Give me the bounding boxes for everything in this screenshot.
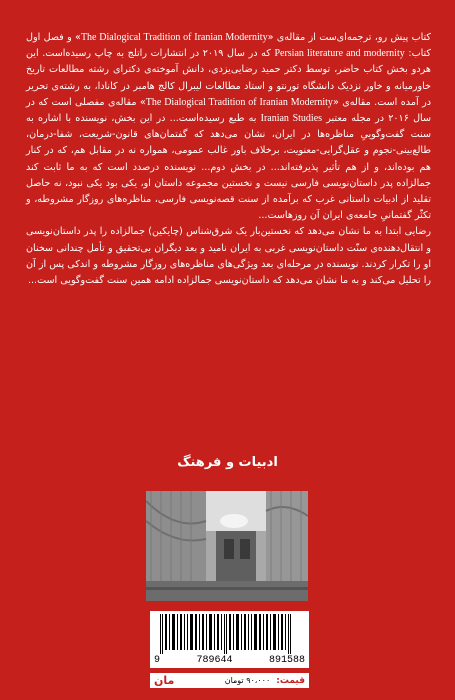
english-title-ref: Persian literature and modernity — [274, 48, 405, 60]
english-title-ref: The Dialogical Tradition of Iranian Modernity — [145, 96, 333, 108]
price-label: قیمت: — [276, 675, 305, 686]
barcode-digit-group: 891588 — [268, 655, 305, 666]
blurb-text-segment: کتاب پیش رو، ترجمه‌ای‌ست از مقاله‌ی « — [267, 32, 432, 43]
cover-photo — [146, 491, 308, 601]
series-label: ادبیات و فرهنگ — [177, 455, 278, 470]
isbn-barcode — [150, 611, 309, 668]
price-strip — [150, 673, 309, 688]
publisher-logo: مان — [154, 674, 175, 687]
barcode-digit-group: 789644 — [196, 655, 233, 666]
blurb-text-segment: » مقاله‌ی مفصلی است که در سال ۲۰۱۶ در مجله معتبر — [26, 96, 432, 125]
barcode-digits — [150, 655, 309, 666]
blurb-text-segment: که در سال ۲۰۱۹ در انتشارات راتلج به چاپ رسیده‌است. این هردو بخش کتاب حاضر، توسط دکتر حمید رضایی‌یزدی، دانش آموخته‌ی دکترای رشته مطالعات تاریخ خاورمیانه و خاور نزدیک دانشگاه تورنتو و استاد مطالعات لیبرال کالج هامبر در کانادا، به رشته‌ی تحریر در آمده است. مقاله‌ی « — [26, 48, 431, 108]
english-journal-ref: Iranian Studies — [260, 113, 323, 125]
blurb-paragraph-2: رضایی ابتدا به ما نشان می‌دهد که نخستین‌بار یک شرق‌شناس (چایکین) جمالزاده را پدر داستان‌نویسی و انتقال‌دهنده‌ی سنّت داستان‌نویسی غربی به ایران نامید و بعد دیگران بی‌تحقیق و تأمل چندانی سخنان او را تکرار کردند. نویسنده در مرحله‌ای بعد ویژگی‌های مناظره‌های روزگار مشروطه و اندکی پس از آن را تحلیل می‌کند و به ما نشان می‌دهد که داستان‌نویسی جمالزاده ادامه همین سنت گفت‌وگویی است... — [26, 226, 431, 287]
english-title-ref: The Dialogical Tradition of Iranian Modernity — [80, 32, 268, 43]
price-amount: ۹۰،۰۰۰ تومان — [224, 676, 271, 685]
blurb-paragraph-1 — [26, 30, 431, 224]
blurb-text — [26, 30, 431, 289]
barcode-bars — [150, 611, 309, 655]
barcode-digit-first: 9 — [154, 655, 161, 666]
blurb-text-segment: به طبع رسیده‌است... در این بخش، نویسنده با اشاره به سنت گفت‌وگوییِ مناظره‌ها در ایران، نشان می‌دهد که گفتمان‌های قانون-شریعت، شفا-درمان، طالع‌بینی-نجوم و عقل‌گرایی-معنویت، برخلاف باور غالب عمومی، همواره نه در مقابل هم، که در کنار هم بوده‌اند، و از هم تأثیر پذیرفته‌اند... در بخش دوم... نویسنده درصدد است که به ما ثابت کند جمالزاده پدر داستان‌نویسی فارسی نیست و نخستین مجموعه داستان او، یکی بود یکی نبود، نه حاصل تقلید از ادبیات داستانی غرب که برآمده از سنت قصه‌نویسی فارسی، مناظره‌های روزگار مشروطه، و تکثّر گفتمانیِ جامعه‌ی ایران آن روزهاست... — [26, 113, 431, 222]
blurb-text-segment: » و فصل اول کتاب: — [26, 32, 432, 60]
